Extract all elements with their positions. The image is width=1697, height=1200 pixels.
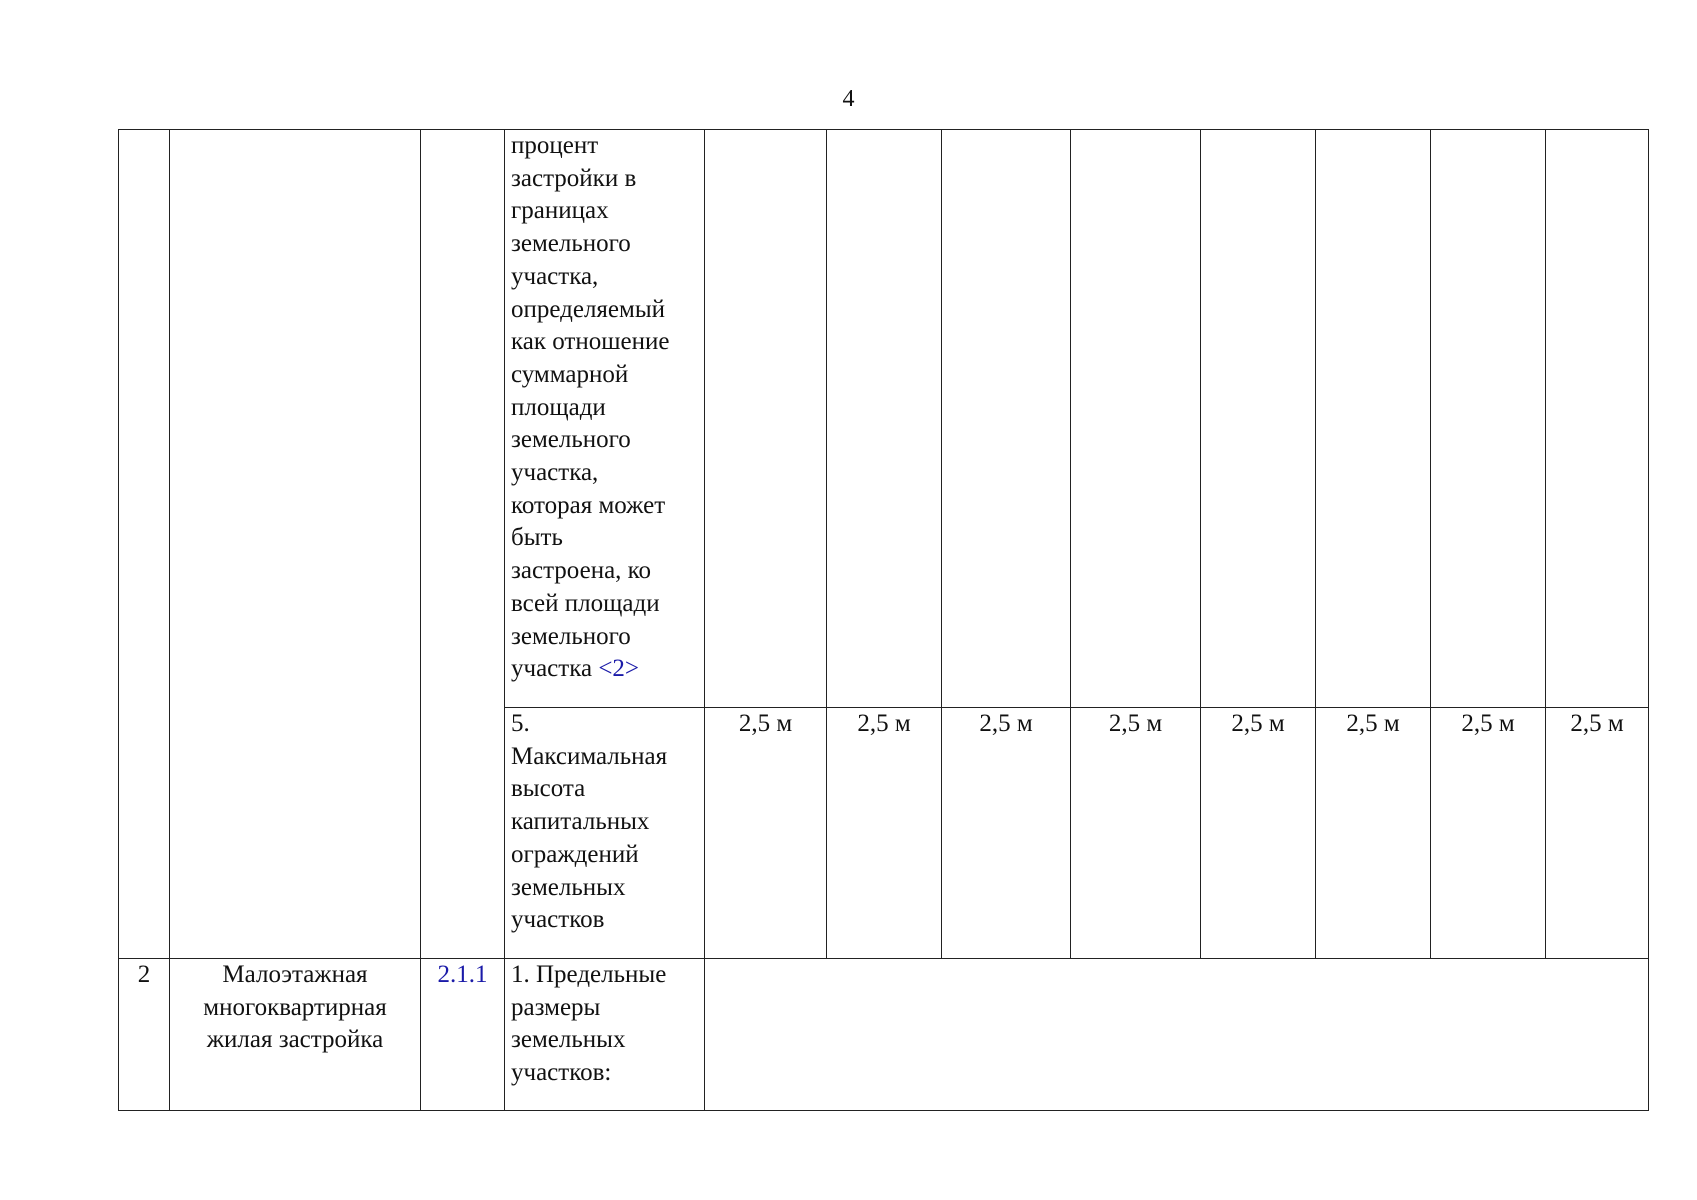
- table-row-item-2: [119, 959, 1649, 1111]
- footnote-link-2[interactable]: <2>: [598, 655, 640, 683]
- text-line: процент: [511, 132, 599, 159]
- cell-fence-height-value: 2,5 м: [827, 708, 942, 959]
- text-line: участка,: [511, 459, 599, 487]
- cell-fence-height-value: 2,5 м: [1201, 708, 1316, 959]
- cell-fence-height-value: 2,5 м: [942, 708, 1071, 959]
- cell-fence-height-value: 2,5 м: [1546, 708, 1649, 959]
- page-number: 4: [842, 86, 855, 112]
- text-line: многоквартирная: [203, 993, 387, 1021]
- cell-value-empty: [705, 130, 827, 708]
- text-line: Максимальная: [511, 742, 668, 770]
- text-line: которая может: [511, 491, 666, 519]
- cell-value-empty: [1201, 130, 1316, 708]
- text-line: ограждений: [511, 840, 639, 868]
- zoning-parameters-table: [118, 129, 1649, 1111]
- land-use-code-link[interactable]: 2.1.1: [437, 961, 488, 988]
- text-fragment: участка: [511, 655, 599, 683]
- text-line: 1. Предельные: [511, 961, 667, 988]
- text-line: площади: [511, 393, 606, 421]
- text-line: участков:: [511, 1059, 612, 1087]
- cell-row-number: 2: [119, 959, 170, 1111]
- cell-fence-height-description: [505, 708, 705, 959]
- cell-number-empty: [119, 130, 170, 959]
- text-line: земельного: [511, 622, 631, 650]
- cell-fence-height-value: 2,5 м: [1071, 708, 1201, 959]
- cell-value-empty: [942, 130, 1071, 708]
- cell-fence-height-value: 2,5 м: [705, 708, 827, 959]
- text-line: жилая застройка: [206, 1026, 384, 1054]
- text-line: капитальных: [511, 808, 650, 836]
- cell-value-empty: [1316, 130, 1431, 708]
- text-line: 5.: [511, 710, 530, 737]
- text-line: земельных: [511, 1026, 626, 1054]
- cell-fence-height-value: 2,5 м: [1316, 708, 1431, 959]
- cell-value-empty: [1431, 130, 1546, 708]
- cell-fence-height-value: 2,5 м: [1431, 708, 1546, 959]
- text-line: как отношение: [511, 328, 670, 356]
- text-line: суммарной: [511, 360, 629, 388]
- text-line: участка,: [511, 262, 599, 290]
- text-line: быть: [511, 524, 563, 552]
- text-line: определяемый: [511, 295, 666, 323]
- table-row-percent-built-up: [119, 130, 1649, 708]
- cell-merged-empty: [705, 959, 1649, 1111]
- cell-value-empty: [1546, 130, 1649, 708]
- cell-land-use-code: [421, 959, 505, 1111]
- cell-percent-built-up-description: [505, 130, 705, 708]
- text-line: земельного: [511, 426, 631, 454]
- text-line-last: [511, 653, 698, 686]
- cell-code-empty: [421, 130, 505, 959]
- text-line: высота: [511, 775, 586, 803]
- text-line: размеры: [511, 993, 601, 1021]
- text-line: границах: [511, 197, 609, 225]
- text-line: всей площади: [511, 589, 660, 617]
- text-line: Малоэтажная: [222, 961, 368, 988]
- text-line: участков: [511, 906, 605, 934]
- cell-value-empty: [827, 130, 942, 708]
- cell-parameter-description: [505, 959, 705, 1111]
- cell-value-empty: [1071, 130, 1201, 708]
- text-line: застройки в: [511, 164, 637, 192]
- cell-land-use-name: [170, 959, 421, 1111]
- cell-name-empty: [170, 130, 421, 959]
- text-line: земельных: [511, 873, 626, 901]
- text-line: застроена, ко: [511, 557, 652, 585]
- text-line: земельного: [511, 230, 631, 258]
